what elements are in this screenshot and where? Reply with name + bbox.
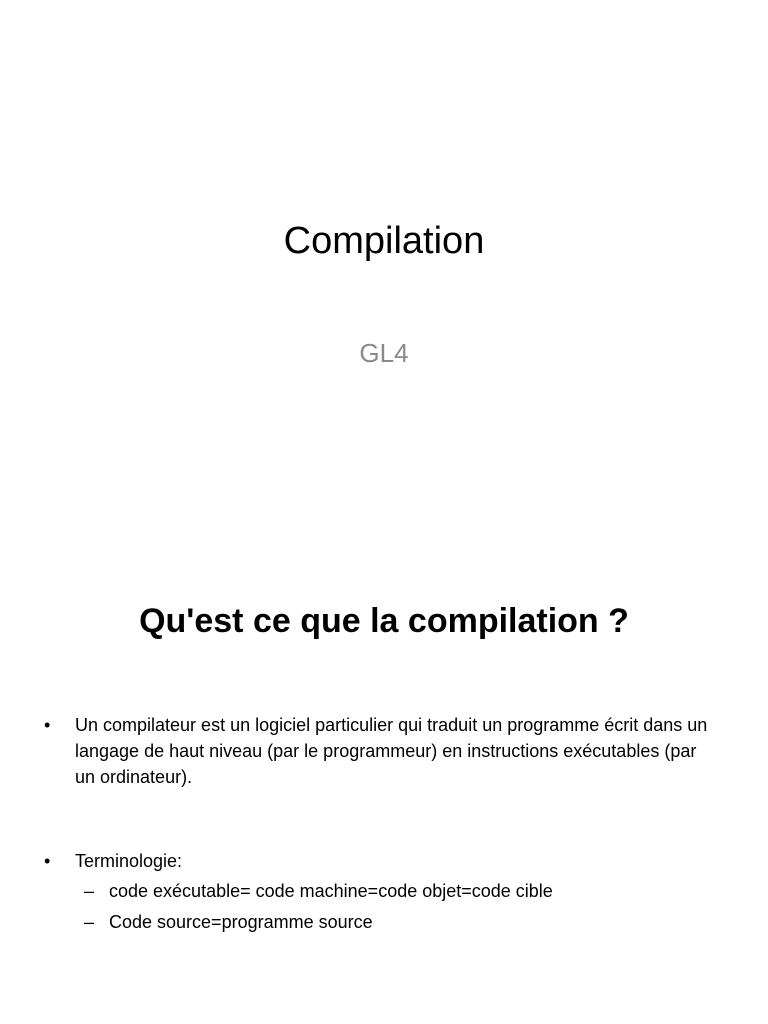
bullet-marker: • (44, 715, 51, 735)
content-slide (0, 540, 768, 1024)
bullet-item (0, 712, 768, 790)
slide-subtitle: GL4 (359, 338, 409, 368)
slide-title: Compilation (283, 220, 485, 262)
content-heading: Qu'est ce que la compilation ? (139, 602, 629, 640)
sub-bullet-item (75, 878, 718, 904)
sub-bullet-marker: – (84, 881, 95, 901)
sub-bullet-list (75, 878, 718, 935)
bullet-marker: • (44, 851, 51, 871)
bullet-text: Terminologie: (75, 851, 183, 871)
bullet-item (0, 848, 768, 935)
sub-bullet-text: Code source=programme source (109, 912, 373, 932)
sub-bullet-marker: – (84, 912, 95, 932)
bullet-text: Un compilateur est un logiciel particulier qui traduit un programme écrit dans un langage de haut niveau (par le programmeur) en instructions exécutables (par un ordinateur). (75, 715, 708, 787)
sub-bullet-item (75, 909, 718, 935)
sub-bullet-text: code exécutable= code machine=code objet=code cible (109, 881, 553, 901)
bullet-list (0, 712, 768, 940)
